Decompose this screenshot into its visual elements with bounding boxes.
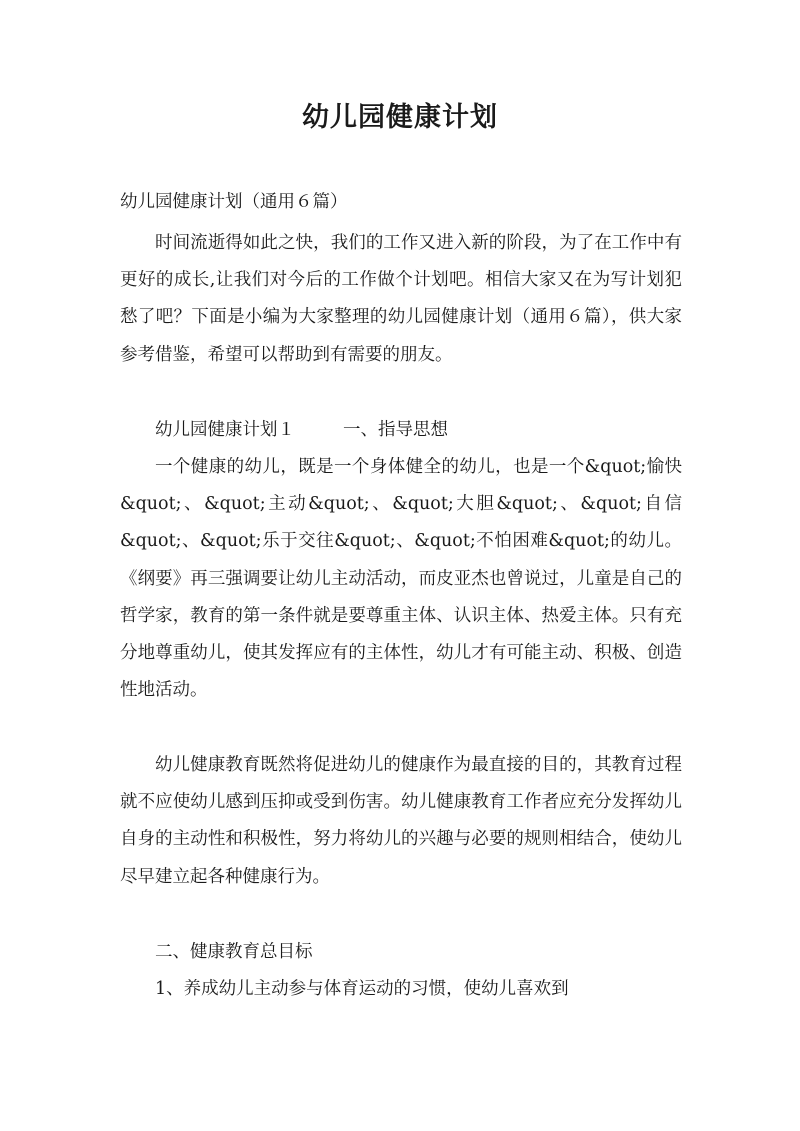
plan-heading: 幼儿园健康计划１ bbox=[155, 420, 295, 440]
document-subtitle: 幼儿园健康计划（通用６篇） bbox=[120, 192, 348, 212]
guiding-heading: 一、指导思想 bbox=[343, 420, 448, 440]
guiding-paragraph: 一个健康的幼儿，既是一个身体健全的幼儿，也是一个&quot;愉快&quot;、&quot;主动&quot;、&quot;大胆&quot;、&quot;自信&quot;、&quot;乐于交往&quot;、&quot;不怕困难&quot;的幼儿。《纲要》再三强调要让幼儿主动活动，而皮亚杰也曾说过，儿童是自己的哲学家，教育的第一条件就是要尊重主体、认识主体、热爱主体。只有充分地尊重幼儿，使其发挥应有的主体性，幼儿才有可能主动、积极、创造性地活动。 bbox=[120, 457, 682, 701]
intro-paragraph: 时间流逝得如此之快，我们的工作又进入新的阶段，为了在工作中有更好的成长,让我们对今后的工作做个计划吧。相信大家又在为写计划犯愁了吧？下面是小编为大家整理的幼儿园健康计划（通用６篇），供大家参考借鉴，希望可以帮助到有需要的朋友。 bbox=[120, 233, 682, 365]
goal-heading: 二、健康教育总目标 bbox=[155, 942, 313, 962]
goal-item-1: 1、养成幼儿主动参与体育运动的习惯，使幼儿喜欢到 bbox=[155, 979, 569, 999]
plan-heading-line bbox=[120, 412, 682, 449]
document-title: 幼儿园健康计划 bbox=[302, 102, 498, 133]
education-paragraph: 幼儿健康教育既然将促进幼儿的健康作为最直接的目的，其教育过程就不应使幼儿感到压抑或受到伤害。幼儿健康教育工作者应充分发挥幼儿自身的主动性和积极性，努力将幼儿的兴趣与必要的规则相结合，使幼儿尽早建立起各种健康行为。 bbox=[120, 755, 682, 887]
